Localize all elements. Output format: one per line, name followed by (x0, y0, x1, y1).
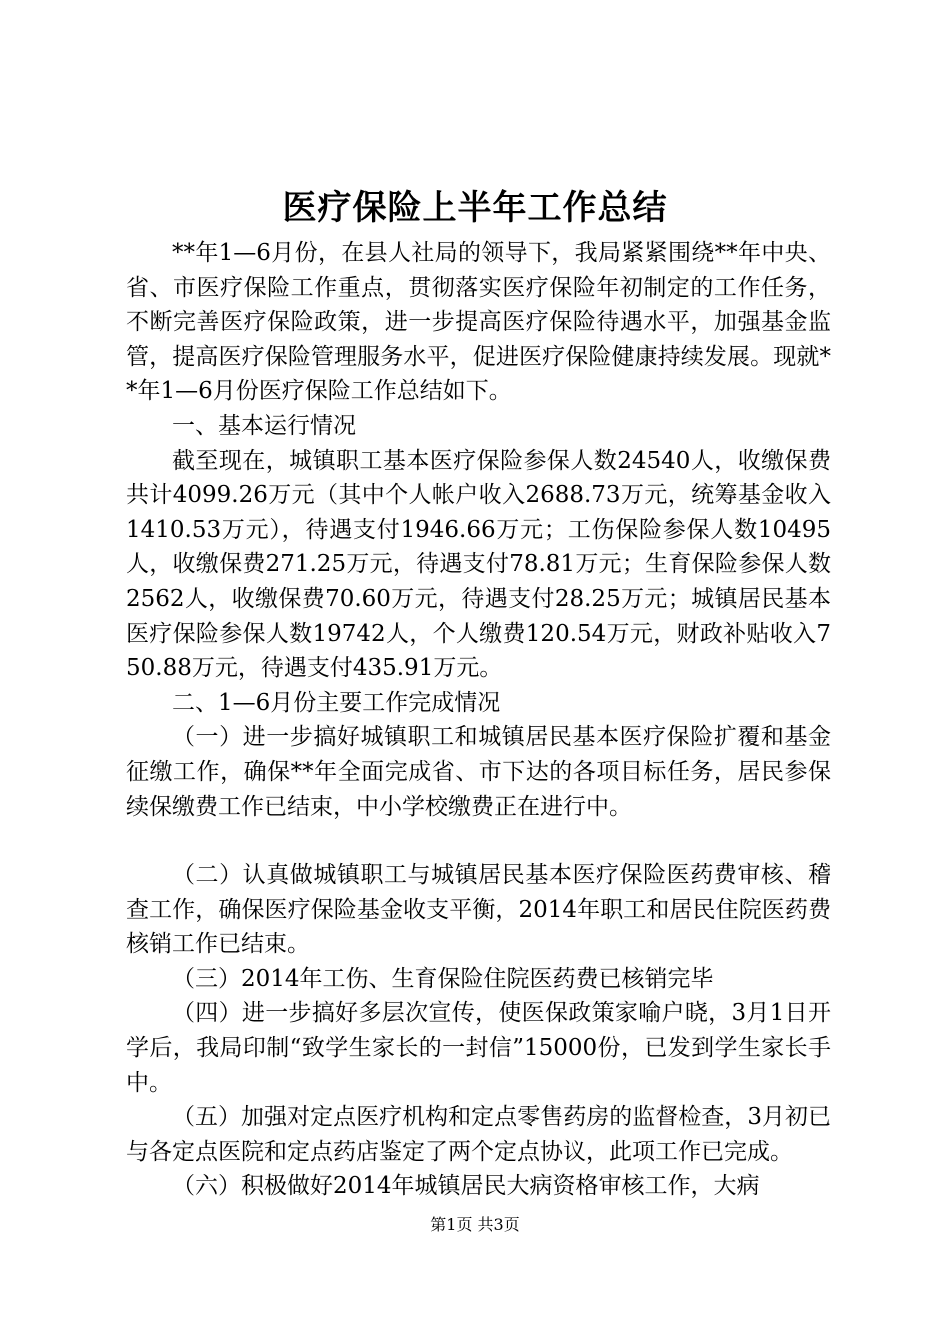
paragraph-item-2: （二）认真做城镇职工与城镇居民基本医疗保险医药费审核、稽查工作，确保医疗保险基金收支平衡，2014年职工和居民住院医药费核销工作已结束。 (126, 862, 831, 958)
paragraph-intro: **年1—6月份，在县人社局的领导下，我局紧紧围绕**年中央、省、市医疗保险工作重点，贯彻落实医疗保险年初制定的工作任务，不断完善医疗保险政策，进一步提高医疗保险待遇水平，加强基金监管，提高医疗保险管理服务水平，促进医疗保险健康持续发展。现就**年1—6月份医疗保险工作总结如下。 (126, 240, 831, 405)
paragraph-statistics: 截至现在，城镇职工基本医疗保险参保人数24540人，收缴保费共计4099.26万元（其中个人帐户收入2688.73万元，统筹基金收入1410.53万元），待遇支付1946.66万元；工伤保险参保人数10495人，收缴保费271.25万元，待遇支付78.81万元；生育保险参保人数2562人，收缴保费70.60万元，待遇支付28.25万元；城镇居民基本医疗保险参保人数19742人，个人缴费120.54万元，财政补贴收入750.88万元，待遇支付435.91万元。 (126, 447, 831, 682)
paragraph-item-3: （三）2014年工伤、生育保险住院医药费已核销完毕 (172, 965, 714, 992)
page-footer: 第1页 共3页 (430, 1215, 520, 1234)
paragraph-item-5: （五）加强对定点医疗机构和定点零售药房的监督检查，3月初已与各定点医院和定点药店鉴定了两个定点协议，此项工作已完成。 (126, 1104, 831, 1165)
document-body (126, 236, 831, 1204)
paragraph-item-6: （六）积极做好2014年城镇居民大病资格审核工作，大病 (172, 1173, 760, 1200)
document-title: 医疗保险上半年工作总结 (282, 188, 668, 228)
section-heading-main-work: 二、1—6月份主要工作完成情况 (172, 689, 501, 716)
section-heading-basic-operation: 一、基本运行情况 (172, 412, 356, 439)
paragraph-item-4: （四）进一步搞好多层次宣传，使医保政策家喻户晓，3月1日开学后，我局印制“致学生家长的一封信”15000份，已发到学生家长手中。 (126, 1000, 831, 1096)
paragraph-item-1: （一）进一步搞好城镇职工和城镇居民基本医疗保险扩覆和基金征缴工作，确保**年全面完成省、市下达的各项目标任务，居民参保续保缴费工作已结束，中小学校缴费正在进行中。 (126, 724, 831, 820)
